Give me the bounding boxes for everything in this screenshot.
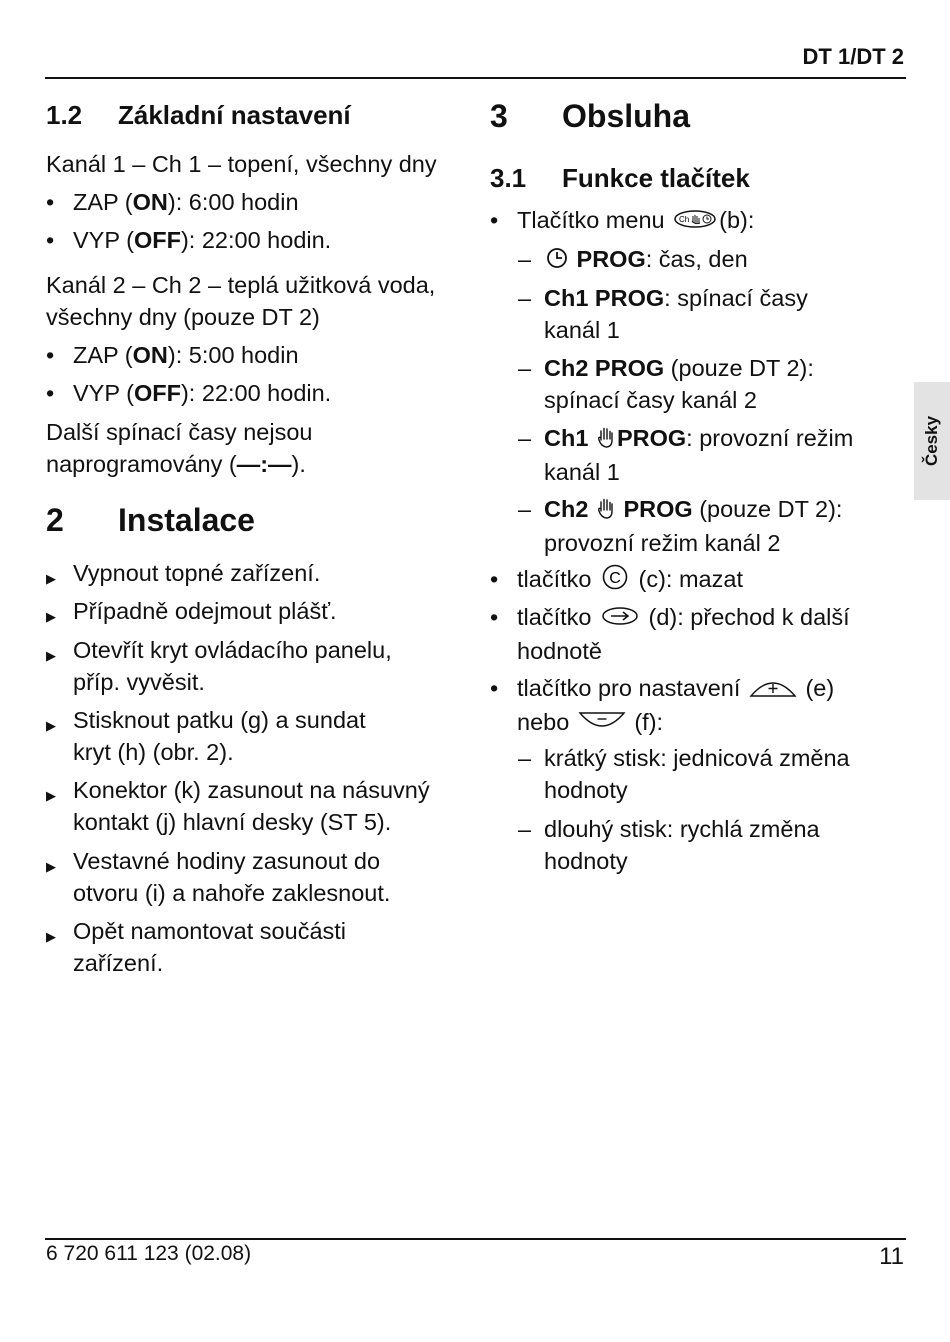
text: (e) (805, 675, 835, 701)
text: (f): (634, 708, 664, 735)
minus-button-icon (578, 708, 626, 740)
arrow-icon: ▶ (46, 788, 56, 803)
channel-2-intro (46, 269, 435, 333)
text: ON (132, 342, 168, 368)
list-item (490, 243, 748, 277)
section-number: 3.1 (490, 163, 527, 193)
bullet: • (46, 380, 55, 406)
step-text: kryt (h) (obr. 2). (73, 739, 234, 765)
instruction-step (46, 595, 337, 627)
dash: – (518, 246, 532, 272)
text: ): 5:00 hodin (167, 342, 299, 368)
text: kanál 1 (544, 458, 620, 485)
arrow-icon: ▶ (46, 609, 56, 624)
footer-rule (45, 1238, 906, 1240)
bullet: • (46, 342, 55, 368)
text: nebo (517, 708, 570, 735)
instruction-step (46, 704, 366, 768)
text: tlačítko (517, 566, 592, 592)
arrow-icon: ▶ (46, 571, 56, 586)
step-text: otvoru (i) a nahoře zaklesnout. (73, 880, 391, 906)
text: kanál 1 (544, 317, 620, 343)
other-times-note (46, 416, 312, 480)
section-title: Instalace (118, 502, 255, 538)
text: : provozní režim (686, 425, 854, 451)
text: spínací časy kanál 2 (544, 387, 757, 413)
list-item (490, 563, 743, 598)
text: tlačítko (517, 604, 592, 630)
step-text: Konektor (k) zasunout na násuvný (73, 777, 430, 803)
list-item (490, 352, 814, 416)
list-item (46, 224, 331, 256)
section-number: 2 (46, 502, 64, 538)
text: (d): přechod k další (648, 604, 850, 630)
dash: – (518, 355, 532, 381)
dash: – (518, 745, 532, 771)
section-1-2-heading (46, 100, 351, 131)
text: ZAP ( (73, 189, 133, 215)
channel-1-intro: Kanál 1 – Ch 1 – topení, všechny dny (46, 151, 437, 177)
dash: – (518, 285, 532, 311)
list-item (490, 422, 853, 488)
text: : spínací časy (664, 285, 808, 311)
text: OFF (133, 227, 181, 253)
text: ON (132, 189, 168, 215)
list-item (490, 672, 834, 740)
step-text: Otevřít kryt ovládacího panelu, (73, 637, 392, 663)
header-rule (45, 77, 906, 79)
text: (b): (719, 207, 755, 233)
instruction-step (46, 774, 430, 838)
svg-text:C: C (609, 569, 621, 587)
text: ). (291, 451, 306, 477)
bullet: • (46, 189, 55, 215)
svg-text:Ch: Ch (679, 214, 690, 224)
arrow-icon: ▶ (46, 929, 56, 944)
instruction-step (46, 915, 346, 979)
language-tab-label: Česky (922, 415, 941, 467)
dash: – (518, 425, 532, 451)
step-text: Opět namontovat součásti (73, 918, 347, 944)
list-item (46, 339, 299, 371)
section-title: Základní nastavení (118, 100, 351, 130)
dash: – (518, 816, 532, 842)
text: PROG (616, 425, 687, 451)
section-number: 1.2 (46, 100, 83, 130)
list-item (490, 813, 820, 877)
list-item (490, 742, 850, 806)
page-number: 11 (879, 1243, 904, 1270)
next-button-icon (600, 603, 640, 635)
bullet: • (490, 604, 499, 630)
text: krátký stisk: jednicová změna (544, 745, 850, 771)
instruction-step (46, 557, 320, 589)
text: —:— (236, 451, 292, 477)
language-tab[interactable] (914, 382, 950, 500)
text: Ch2 (544, 496, 589, 522)
hand-icon (597, 495, 615, 527)
text: VYP ( (73, 227, 134, 253)
bullet: • (490, 566, 499, 592)
text: Ch1 PROG (544, 285, 665, 311)
text: (pouze DT 2): (692, 496, 843, 522)
list-item (46, 377, 331, 409)
text: VYP ( (73, 380, 134, 406)
list-item (490, 282, 808, 346)
text: Ch1 (544, 425, 589, 451)
text: Kanál 2 – Ch 2 – teplá užitková voda, (46, 272, 436, 298)
section-3-1-heading (490, 163, 750, 194)
step-text: zařízení. (73, 950, 164, 976)
instruction-step (46, 634, 392, 698)
section-2-heading (46, 502, 255, 539)
section-number: 3 (490, 98, 508, 134)
step-text: Vestavné hodiny zasunout do (73, 848, 381, 874)
text: dlouhý stisk: rychlá změna (544, 816, 820, 842)
arrow-icon: ▶ (46, 859, 56, 874)
dash: – (518, 496, 532, 522)
list-item (490, 204, 754, 238)
list-item (46, 186, 299, 218)
section-title: Funkce tlačítek (562, 163, 750, 193)
text: hodnotě (517, 637, 602, 664)
text: hodnoty (544, 777, 628, 803)
header-title: DT 1/DT 2 (802, 44, 904, 69)
text: provozní režim kanál 2 (544, 529, 781, 556)
arrow-icon: ▶ (46, 648, 56, 663)
text: Další spínací časy nejsou (46, 419, 313, 445)
step-text: Stisknout patku (g) a sundat (73, 707, 366, 733)
step-text: příp. vyvěsit. (73, 669, 205, 695)
text: OFF (133, 380, 181, 406)
text: Tlačítko menu (517, 207, 665, 233)
clock-icon (546, 245, 568, 277)
menu-button-icon (673, 206, 717, 238)
clear-button-icon (600, 564, 630, 598)
text: tlačítko pro nastavení (517, 675, 741, 701)
text: naprogramovány ( (46, 451, 237, 477)
hand-icon (597, 424, 615, 456)
bullet: • (490, 207, 499, 233)
text: Ch2 PROG (544, 355, 665, 381)
section-title: Obsluha (562, 98, 691, 134)
document-number: 6 720 611 123 (02.08) (46, 1242, 252, 1265)
text: PROG (576, 246, 646, 272)
text: : čas, den (645, 246, 748, 272)
text: všechny dny (pouze DT 2) (46, 304, 320, 330)
plus-button-icon (749, 674, 797, 706)
instruction-step (46, 845, 390, 909)
bullet: • (46, 227, 55, 253)
section-3-heading (490, 98, 690, 135)
bullet: • (490, 675, 499, 701)
text: (pouze DT 2): (664, 355, 814, 381)
step-text: kontakt (j) hlavní desky (ST 5). (73, 809, 392, 835)
text: ZAP ( (73, 342, 133, 368)
list-item (490, 493, 842, 559)
text: ): 22:00 hodin. (180, 227, 332, 253)
text: PROG (623, 496, 693, 522)
text: ): 6:00 hodin (167, 189, 299, 215)
arrow-icon: ▶ (46, 718, 56, 733)
text: ): 22:00 hodin. (180, 380, 332, 406)
list-item (490, 601, 850, 667)
text: (c): mazat (638, 566, 743, 592)
text: hodnoty (544, 848, 628, 874)
step-text: Případně odejmout plášť. (73, 598, 337, 624)
step-text: Vypnout topné zařízení. (73, 560, 321, 586)
